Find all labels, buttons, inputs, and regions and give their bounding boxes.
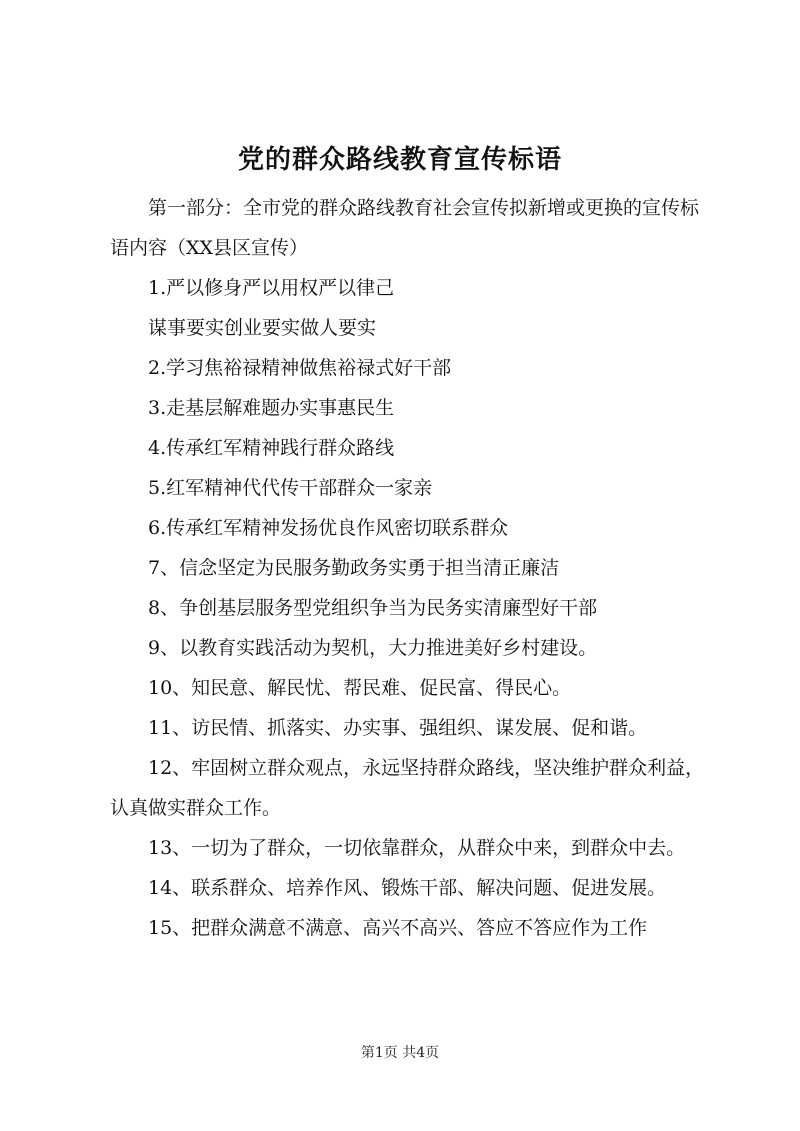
paragraph-intro: 第一部分：全市党的群众路线教育社会宣传拟新增或更换的宣传标语内容（XX县区宣传） xyxy=(110,197,700,259)
slogan-6: 6.传承红军精神发扬优良作风密切联系群众 xyxy=(148,517,509,539)
page-number-footer: 第1页 共4页 xyxy=(360,1045,440,1061)
slogan-15: 15、把群众满意不满意、高兴不高兴、答应不答应作为工作 xyxy=(148,917,648,939)
slogan-8: 8、争创基层服务型党组织争当为民务实清廉型好干部 xyxy=(148,597,598,619)
slogan-9: 9、以教育实践活动为契机，大力推进美好乡村建设。 xyxy=(148,637,598,659)
slogan-11: 11、访民情、抓落实、办实事、强组织、谋发展、促和谐。 xyxy=(148,717,648,739)
slogan-10: 10、知民意、解民忧、帮民难、促民富、得民心。 xyxy=(148,677,572,699)
document-title: 党的群众路线教育宣传标语 xyxy=(237,145,562,175)
slogan-14: 14、联系群众、培养作风、锻炼干部、解决问题、促进发展。 xyxy=(148,877,667,899)
document-body xyxy=(110,188,710,948)
slogan-5: 5.红军精神代代传干部群众一家亲 xyxy=(148,477,433,499)
slogan-7: 7、信念坚定为民服务勤政务实勇于担当清正廉洁 xyxy=(148,557,560,579)
slogan-13: 13、一切为了群众，一切依靠群众，从群众中来，到群众中去。 xyxy=(148,837,686,859)
slogan-2: 2.学习焦裕禄精神做焦裕禄式好干部 xyxy=(148,357,452,379)
slogan-3: 3.走基层解难题办实事惠民生 xyxy=(148,397,395,419)
slogan-1-continued: 谋事要实创业要实做人要实 xyxy=(148,317,377,339)
slogan-1: 1.严以修身严以用权严以律己 xyxy=(148,277,395,299)
slogan-12: 12、牢固树立群众观点，永远坚持群众路线，坚决维护群众利益，认真做实群众工作。 xyxy=(110,757,705,819)
slogan-4: 4.传承红军精神践行群众路线 xyxy=(148,437,395,459)
